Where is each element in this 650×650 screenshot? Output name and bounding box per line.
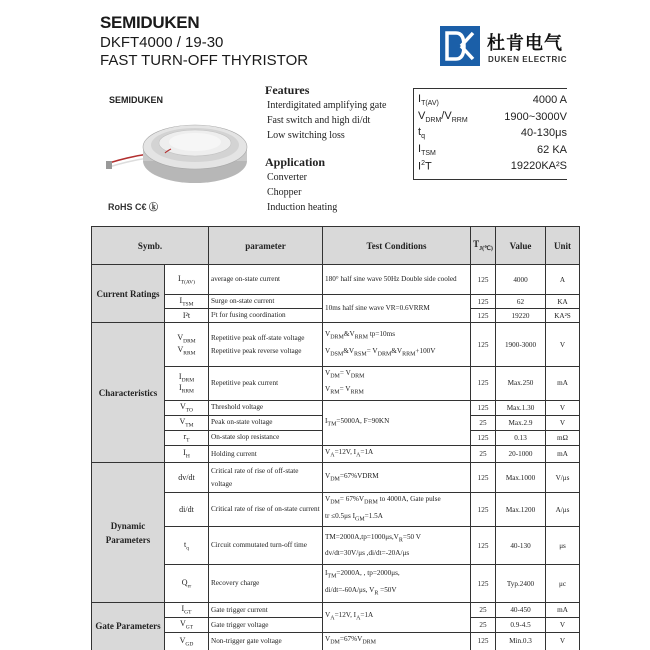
header-tj: $T_{J(℃)}$ [471, 227, 496, 265]
tj-cell: 125 [471, 565, 496, 603]
value-cell: Max.1200 [496, 493, 546, 527]
condition-cell: $I_{TM}=2000A$, , tp=2000μs, di/dt=-60A/μs, $V_R =50V$ [323, 565, 471, 603]
value-cell: 19220 [496, 309, 546, 323]
parameter-cell: I²t for fusing coordination [209, 309, 323, 323]
tj-cell: 125 [471, 527, 496, 565]
unit-cell: μs [546, 527, 580, 565]
features-title: Features [265, 83, 310, 97]
tj-cell: 125 [471, 400, 496, 415]
unit-cell: V [546, 633, 580, 650]
symbol-cell: $V_{TO}$ [165, 400, 209, 415]
table-row [92, 565, 580, 603]
unit-cell: A/μs [546, 493, 580, 527]
symbol-cell: $I_H$ [165, 445, 209, 462]
table-row [92, 463, 580, 493]
spec-symbol: $I^2T$ [418, 159, 432, 173]
parameter-cell: Surge on-state current [209, 295, 323, 309]
parameter-cell: Recovery charge [209, 565, 323, 603]
header-test-conditions: Test Conditions [323, 227, 471, 265]
parameter-cell: Critical rate of rise of on-state current [209, 493, 323, 527]
application-list [267, 170, 337, 215]
tj-cell: 125 [471, 295, 496, 309]
table-header-row [92, 227, 580, 265]
group-dynamic-parameters: Dynamic Parameters [92, 463, 165, 603]
table-row [92, 295, 580, 309]
parameter-cell: Peak on-state voltage [209, 415, 323, 430]
brand-title: SEMIDUKEN [100, 13, 200, 32]
header-unit: Unit [546, 227, 580, 265]
unit-cell: V [546, 323, 580, 367]
condition-cell: $V_{DM}= 67\%V_{DRM}$ to 4000A, Gate pulse tr ≤0.5μs $I_{GM}=1.5A$ [323, 493, 471, 527]
condition-cell: $V_A=12V$, $I_A=1A$ [323, 603, 471, 633]
product-brand-label: SEMIDUKEN [109, 95, 164, 105]
condition-cell: 10ms half sine wave VR=0.6VRRM [323, 295, 471, 323]
header-value: Value [496, 227, 546, 265]
tj-cell: 125 [471, 463, 496, 493]
spec-symbol: $I_{TSM}$ [418, 142, 436, 157]
symbol-cell: I²t [165, 309, 209, 323]
dk-logo-icon [440, 26, 480, 66]
value-cell: Max.250 [496, 367, 546, 401]
unit-cell: mA [546, 367, 580, 401]
certification-marks: RoHS C€ ⓚ [108, 202, 159, 212]
unit-cell: V [546, 400, 580, 415]
table-row [92, 493, 580, 527]
parameter-cell: Circuit commutated turn-off time [209, 527, 323, 565]
symbol-cell: dv/dt [165, 463, 209, 493]
parameters-table [91, 226, 580, 650]
value-cell: 62 [496, 295, 546, 309]
tj-cell: 125 [471, 430, 496, 445]
value-cell: 20-1000 [496, 445, 546, 462]
logo-chinese-name: 杜肯电气 [487, 33, 563, 54]
tj-cell: 25 [471, 618, 496, 633]
group-gate-parameters: Gate Parameters [92, 603, 165, 650]
unit-cell: V [546, 415, 580, 430]
symbol-cell: $t_q$ [165, 527, 209, 565]
table-row [92, 445, 580, 462]
table-row [92, 633, 580, 650]
condition-cell: $I_{TM}=5000A$, F=90KN [323, 400, 471, 445]
application-title: Application [265, 155, 326, 169]
value-cell: Max.1000 [496, 463, 546, 493]
tj-cell: 125 [471, 633, 496, 650]
table-row [92, 400, 580, 415]
value-cell: 1900-3000 [496, 323, 546, 367]
unit-cell: KA [546, 295, 580, 309]
header-symb: Symb. [92, 227, 209, 265]
tj-cell: 25 [471, 603, 496, 618]
feature-item: Interdigitated amplifying gate [267, 100, 387, 111]
application-item: Induction heating [267, 202, 338, 213]
unit-cell: KA²S [546, 309, 580, 323]
symbol-cell: $V_{GD}$ [165, 633, 209, 650]
tj-cell: 125 [471, 309, 496, 323]
tj-cell: 125 [471, 493, 496, 527]
spec-value: 40-130μs [520, 127, 567, 140]
parameter-cell: On-state slop resistance [209, 430, 323, 445]
group-characteristics: Characteristics [92, 323, 165, 463]
table-row [92, 527, 580, 565]
application-item: Chopper [267, 187, 302, 198]
parameter-cell: Repetitive peak off-state voltage Repetitive peak reverse voltage [209, 323, 323, 367]
table-row [92, 603, 580, 618]
unit-cell: μc [546, 565, 580, 603]
product-type: FAST TURN-OFF THYRISTOR [100, 52, 309, 69]
value-cell: Max.1.30 [496, 400, 546, 415]
unit-cell: mA [546, 603, 580, 618]
company-logo [440, 26, 598, 70]
symbol-cell: $I_{DRM}$ $I_{RRM}$ [165, 367, 209, 401]
symbol-cell: $V_{DRM}$ $V_{RRM}$ [165, 323, 209, 367]
unit-cell: V/μs [546, 463, 580, 493]
unit-cell: V [546, 618, 580, 633]
symbol-cell: $V_{GT}$ [165, 618, 209, 633]
condition-cell: $V_A=12V$, $I_A=1A$ [323, 445, 471, 462]
parameter-cell: Repetitive peak current [209, 367, 323, 401]
application-item: Converter [267, 172, 307, 183]
value-cell: Min.0.3 [496, 633, 546, 650]
tj-cell: 25 [471, 415, 496, 430]
spec-row [418, 142, 567, 159]
value-cell: 0.9-4.5 [496, 618, 546, 633]
unit-cell: A [546, 265, 580, 295]
unit-cell: mΩ [546, 430, 580, 445]
spec-row [418, 158, 567, 175]
features-list [267, 98, 386, 143]
condition-cell: 180° half sine wave 50Hz Double side cooled [323, 265, 471, 295]
unit-cell: mA [546, 445, 580, 462]
feature-item: Fast switch and high di/dt [267, 115, 371, 126]
condition-cell: $TM=2000A,tp=1000\mu s,V_R=50$ V dv/dt=30V/μs ,di/dt=-20A/μs [323, 527, 471, 565]
spec-row [418, 125, 567, 142]
thyristor-product-image [105, 113, 253, 193]
tj-cell: 25 [471, 445, 496, 462]
spec-value: 1900~3000V [504, 110, 567, 123]
symbol-cell: $I_{GT}$ [165, 603, 209, 618]
feature-item: Low switching loss [267, 130, 345, 141]
value-cell: 40-130 [496, 527, 546, 565]
spec-row [418, 109, 567, 126]
parameter-cell: Holding current [209, 445, 323, 462]
tj-cell: 125 [471, 265, 496, 295]
symbol-cell: $I_{TSM}$ [165, 295, 209, 309]
spec-row [418, 92, 567, 109]
value-cell: 4000 [496, 265, 546, 295]
tj-cell: 125 [471, 367, 496, 401]
table-row [92, 367, 580, 401]
spec-value: 19220KA²S [510, 160, 567, 173]
condition-cell: $V_{DRM}\&V_{RRM}$ tp=10ms $V_{DSM}\&V_{RSM}=$ $V_{DRM}\&V_{RRM}+100V$ [323, 323, 471, 367]
header-parameter: parameter [209, 227, 323, 265]
spec-value: 4000 A [532, 94, 567, 107]
symbol-cell: $r_T$ [165, 430, 209, 445]
logo-english-name: DUKEN ELECTRIC [488, 55, 568, 64]
parameter-cell: Non-trigger gate voltage [209, 633, 323, 650]
key-specs-box [413, 88, 567, 180]
symbol-cell: $I_{T(AV)}$ [165, 265, 209, 295]
condition-cell: $V_{DM}=67\%V_{DRM}$ [323, 633, 471, 650]
value-cell: 0.13 [496, 430, 546, 445]
group-current-ratings: Current Ratings [92, 265, 165, 323]
spec-symbol: $t_q$ [418, 126, 425, 141]
condition-cell: $V_{DM}= V_{DRM}$ $V_{RM}= V_{RRM}$ [323, 367, 471, 401]
value-cell: Max.2.9 [496, 415, 546, 430]
table-row [92, 323, 580, 367]
parameter-cell: Gate trigger current [209, 603, 323, 618]
value-cell: 40-450 [496, 603, 546, 618]
symbol-cell: di/dt [165, 493, 209, 527]
symbol-cell: $V_{TM}$ [165, 415, 209, 430]
value-cell: Typ.2400 [496, 565, 546, 603]
spec-symbol: $I_{T(AV)}$ [418, 93, 439, 108]
symbol-cell: $Q_{rr}$ [165, 565, 209, 603]
parameter-cell: average on-state current [209, 265, 323, 295]
parameter-cell: Gate trigger voltage [209, 618, 323, 633]
parameter-cell: Critical rate of rise of off-state voltage [209, 463, 323, 493]
condition-cell: $V_{DM}=67\%VDRM$ [323, 463, 471, 493]
spec-symbol: $V_{DRM}/V_{RRM}$ [418, 109, 468, 124]
table-row [92, 265, 580, 295]
parameter-cell: Threshold voltage [209, 400, 323, 415]
spec-value: 62 KA [537, 143, 567, 156]
part-number: DKFT4000 / 19-30 [100, 34, 224, 51]
tj-cell: 125 [471, 323, 496, 367]
